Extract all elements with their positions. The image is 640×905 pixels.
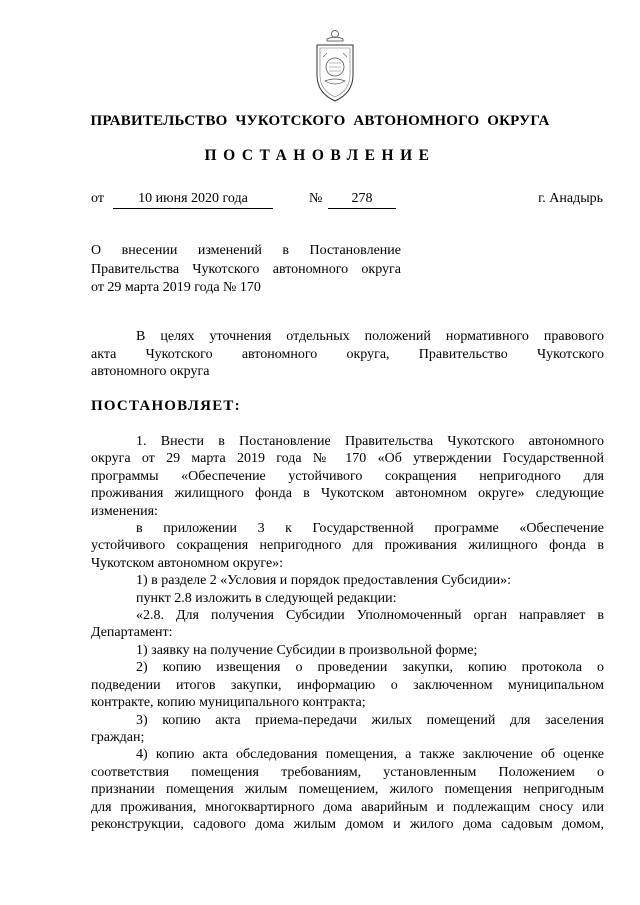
preamble-line: автономного округа bbox=[91, 364, 210, 379]
subject-line: от 29 марта 2019 года № 170 bbox=[91, 280, 261, 295]
body-line: Чукотском автономном округе»: bbox=[91, 555, 284, 571]
body-line: реконструкции, садового дома жилым домом и жилого дома садовым домом, bbox=[91, 816, 604, 832]
body-line: 1) в разделе 2 «Условия и порядок предоставления Субсидии»: bbox=[136, 573, 512, 589]
document-number: 278 bbox=[328, 191, 396, 209]
body-line: округа от 29 марта 2019 года № 170 «Об утверждении Государственной bbox=[91, 451, 604, 467]
body-line: соответствия помещения требованиям, установленным Положением о bbox=[91, 764, 604, 780]
body-line: устойчивого сокращения непригодного для проживания жилищного фонда в bbox=[91, 538, 604, 554]
preamble bbox=[91, 328, 604, 381]
body-line: признании помещения жилым помещением, жилого помещения непригодным bbox=[91, 782, 604, 798]
body-line: 2) копию извещения о проведении закупки, копию протокола о bbox=[136, 660, 604, 676]
body-line: 1) заявку на получение Субсидии в произвольной форме; bbox=[136, 642, 478, 658]
from-label: от bbox=[91, 191, 104, 206]
document-body bbox=[91, 433, 604, 833]
document-date: 10 июня 2020 года bbox=[113, 191, 273, 209]
body-line: Департамент: bbox=[91, 625, 173, 641]
body-line: в приложении 3 к Государственной программе «Обеспечение bbox=[136, 521, 604, 537]
body-line: для проживания, многоквартирного дома аварийным и подлежащим сносу или bbox=[91, 799, 604, 815]
body-line: изменения: bbox=[91, 503, 158, 519]
city-name: г. Анадырь bbox=[538, 191, 603, 206]
document-type-title: ПОСТАНОВЛЕНИЕ bbox=[204, 147, 436, 164]
body-line: 4) копию акта обследования помещения, а также заключение об оценке bbox=[136, 747, 604, 763]
body-line: граждан; bbox=[91, 729, 145, 745]
date-number-row bbox=[91, 191, 603, 211]
body-line: проживания жилищного фонда в Чукотском автономном округе» следующие bbox=[91, 486, 604, 502]
body-line: пункт 2.8 изложить в следующей редакции: bbox=[136, 590, 397, 606]
number-label: № bbox=[309, 191, 323, 206]
preamble-line: акта Чукотского автономного округа, Правительство Чукотского bbox=[91, 346, 604, 362]
body-line: «2.8. Для получения Субсидии Уполномоченный орган направляет в bbox=[136, 608, 604, 624]
decree-word: ПОСТАНОВЛЯЕТ: bbox=[91, 398, 241, 414]
coat-of-arms-emblem-icon bbox=[313, 27, 357, 105]
government-title: ПРАВИТЕЛЬСТВО ЧУКОТСКОГО АВТОНОМНОГО ОКРУГА bbox=[90, 113, 550, 129]
body-line: программы «Обеспечение устойчивого сокращения непригодного для bbox=[91, 468, 604, 484]
subject-line: О внесении изменений в Постановление bbox=[91, 243, 401, 258]
body-line: 3) копию акта приема-передачи жилых помещений для заселения bbox=[136, 712, 604, 728]
body-line: подведении итогов закупки, информацию о заключенном муниципальном bbox=[91, 677, 604, 693]
subject-line: Правительства Чукотского автономного округа bbox=[91, 261, 401, 277]
body-line: контракте, копию муниципального контракта; bbox=[91, 695, 366, 711]
document-subject bbox=[91, 242, 401, 298]
preamble-line: В целях уточнения отдельных положений нормативного правового bbox=[136, 329, 604, 344]
body-line: 1. Внести в Постановление Правительства Чукотского автономного bbox=[136, 434, 604, 449]
